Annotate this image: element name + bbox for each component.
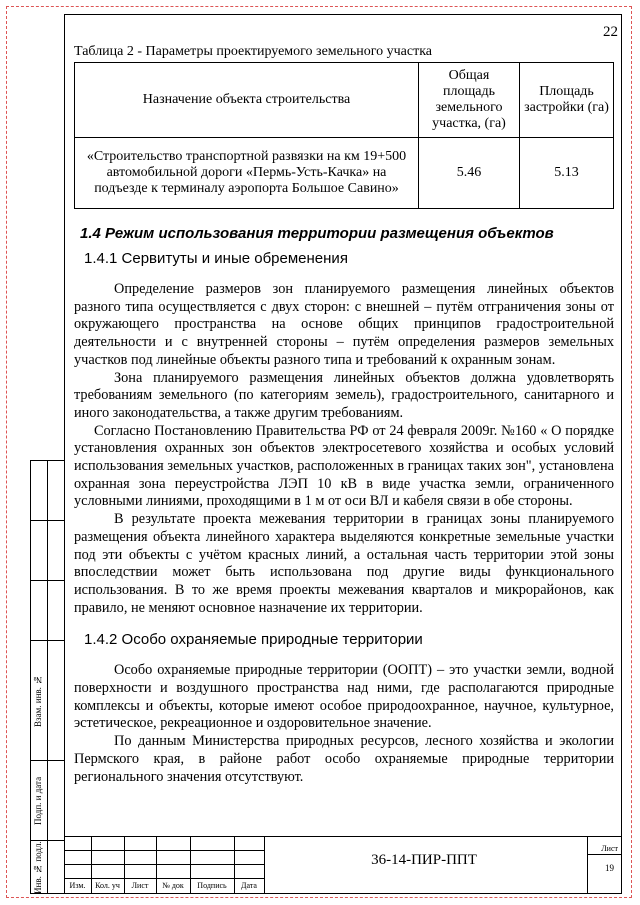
subsection-heading: 1.4.1 Сервитуты и иные обременения bbox=[84, 250, 348, 267]
paragraph: По данным Министерства природных ресурсов, лесного хозяйства и экологии Пермского края, в районе работ особо охраняемые природные территории регионального значения отсутствуют. bbox=[74, 733, 614, 785]
paragraph: Согласно Постановлению Правительства РФ от 24 февраля 2009г. №160 « О порядке установления охранных зон объектов электросетевого хозяйства и особых условий использования земельных участков, расположенных в границах таких зон", установлена охранная зона переустройства ЛЭП 10 кВ в виде участка земли, ограниченного условными линиями, проходящими в 1 м от оси ВЛ и кабеля связи в обе стороны. bbox=[74, 422, 614, 510]
page-number: 22 bbox=[603, 24, 618, 40]
parameters-table bbox=[74, 62, 614, 209]
paragraph: Особо охраняемые природные территории (ООПТ) – это участки земли, водной поверхности и воздушного пространства над ними, где располагаются природные комплексы и объекты, которые имеют особое природоохранное, научное, культурное, эстетическое, рекреационное и оздоровительное значение. bbox=[74, 662, 614, 732]
title-block bbox=[64, 836, 622, 894]
col-izm: Изм. bbox=[69, 881, 86, 890]
vzam-inv-label: Взам. инв. № bbox=[33, 674, 43, 728]
col-no-dok: № док bbox=[162, 881, 184, 890]
paragraph: В результате проекта межевания территории в границах зоны планируемого размещения объекта линейного характера выделяются конкретные земельные участки под эти объекты с учётом красных линий, а остальная часть территории этой зоны впоследствии может быть использована под другие виды функционального использования. В то же время проекты межевания кварталов и микрорайонов, как правило, не меняют основное назначение их территории. bbox=[74, 511, 614, 616]
sheet-number: 19 bbox=[605, 863, 614, 873]
total-area-cell: 5.46 bbox=[419, 138, 520, 209]
col-podpis: Подпись bbox=[197, 881, 227, 890]
paragraph: Зона планируемого размещения линейных объектов должна удовлетворять требованиям земельного (по категориям земель), градостроительного, санитарного и иного законодательства, а также другим требованиям. bbox=[74, 369, 614, 421]
table-header-row bbox=[75, 63, 614, 138]
object-name-cell: «Строительство транспортной развязки на км 19+500 автомобильной дороги «Пермь-Усть-Качка» на подъезде к терминалу аэропорта Большое Савино» bbox=[75, 138, 419, 209]
section-heading: 1.4 Режим использования территории размещения объектов bbox=[80, 225, 554, 242]
header-cell: Площадь застройки (га) bbox=[520, 63, 614, 138]
table-caption: Таблица 2 - Параметры проектируемого земельного участка bbox=[74, 44, 433, 59]
paragraph: Определение размеров зон планируемого размещения линейных объектов разного типа осуществляется с двух сторон: с внешней – путём отграничения зоны от окружающего пространства на основе общих принципов градостроительной деятельности и с внутренней стороны – путём определения размеров земельных участков под линейные объекты разного типа и требований к охранным зонам. bbox=[74, 281, 614, 368]
podp-data-label: Подп. и дата bbox=[33, 776, 43, 826]
document-content bbox=[74, 44, 614, 786]
table-row bbox=[75, 138, 614, 209]
built-area-cell: 5.13 bbox=[520, 138, 614, 209]
col-data: Дата bbox=[241, 881, 257, 890]
header-cell: Общая площадь земельного участка, (га) bbox=[419, 63, 520, 138]
col-kol-uch: Кол. уч bbox=[95, 881, 120, 890]
header-cell: Назначение объекта строительства bbox=[75, 63, 419, 138]
sheet-label: Лист bbox=[601, 844, 618, 853]
inv-podl-label: Инв. № подл. bbox=[33, 841, 43, 895]
col-list: Лист bbox=[131, 881, 149, 890]
side-stamp bbox=[30, 460, 64, 894]
subsection-heading: 1.4.2 Особо охраняемые природные территории bbox=[84, 631, 423, 649]
document-code: 36-14-ПИР-ППТ bbox=[371, 852, 477, 868]
